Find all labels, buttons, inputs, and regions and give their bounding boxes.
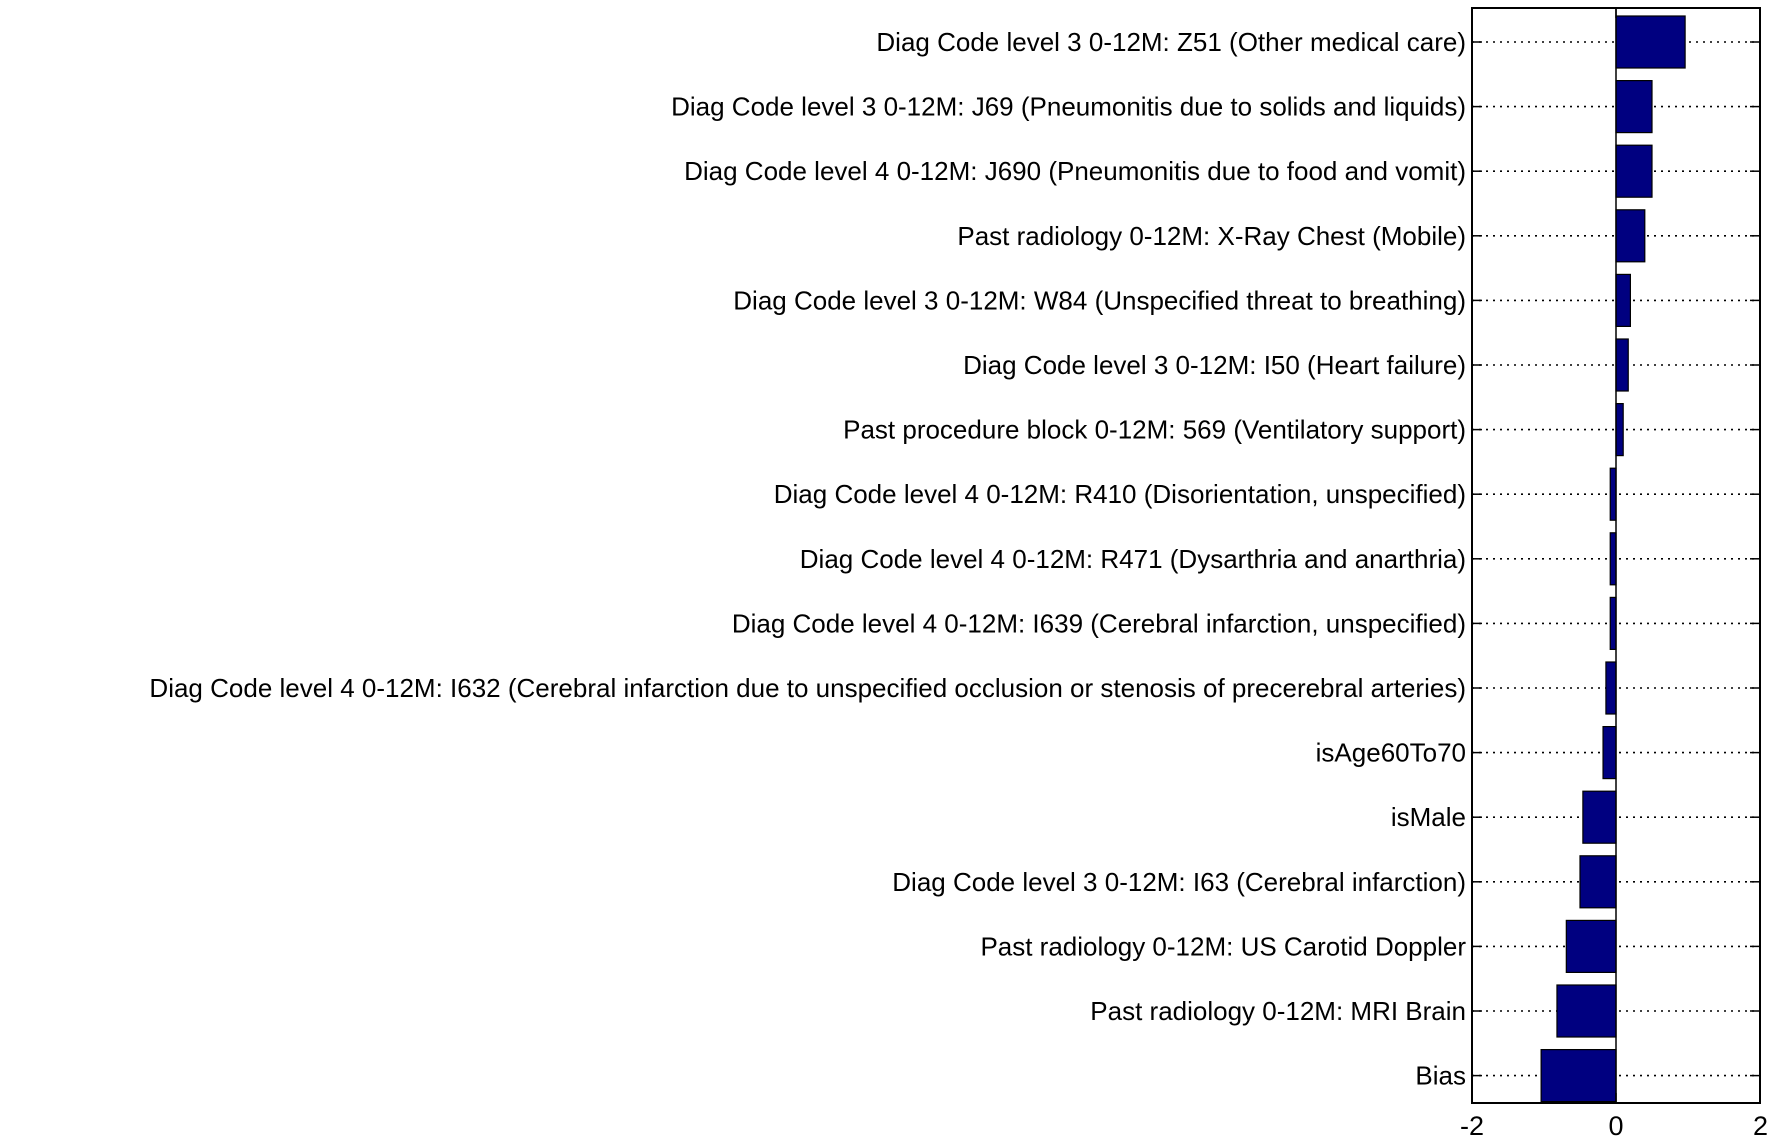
category-label: Diag Code level 4 0-12M: I632 (Cerebral infarction due to unspecified occlusion or stenosis of precerebral arteries) — [149, 673, 1466, 703]
category-label: Diag Code level 4 0-12M: J690 (Pneumonitis due to food and vomit) — [684, 156, 1466, 187]
category-label: Diag Code level 3 0-12M: J69 (Pneumonitis due to solids and liquids) — [671, 91, 1466, 122]
category-label: Diag Code level 3 0-12M: Z51 (Other medical care) — [876, 27, 1466, 57]
category-label: Past radiology 0-12M: X-Ray Chest (Mobile) — [957, 220, 1466, 251]
category-label: Diag Code level 4 0-12M: I639 (Cerebral infarction, unspecified) — [731, 608, 1466, 639]
category-label: Diag Code level 4 0-12M: R471 (Dysarthria and anarthria) — [799, 543, 1466, 574]
category-label: Past radiology 0-12M: US Carotid Doppler — [980, 931, 1466, 962]
x-tick-label: 0 — [1608, 1111, 1624, 1139]
bar — [1616, 339, 1628, 391]
category-label: Diag Code level 3 0-12M: W84 (Unspecified threat to breathing) — [733, 285, 1466, 316]
bar — [1580, 856, 1616, 908]
category-label: Diag Code level 3 0-12M: I50 (Heart failure) — [963, 350, 1466, 380]
bar — [1610, 468, 1616, 520]
category-label: Bias — [1415, 1060, 1466, 1091]
bar — [1541, 1050, 1616, 1102]
bar — [1566, 920, 1616, 972]
bar — [1616, 16, 1685, 68]
category-label: isMale — [1390, 802, 1466, 833]
bar — [1616, 274, 1630, 326]
bar — [1616, 210, 1645, 262]
x-tick-label: -2 — [1459, 1111, 1485, 1139]
bar — [1616, 145, 1652, 197]
bar — [1603, 727, 1616, 779]
category-label: Past radiology 0-12M: MRI Brain — [1090, 996, 1466, 1026]
bar — [1610, 597, 1616, 649]
category-label: Diag Code level 3 0-12M: I63 (Cerebral infarction) — [892, 866, 1466, 897]
category-label: Past procedure block 0-12M: 569 (Ventilatory support) — [843, 414, 1466, 445]
bar — [1610, 533, 1616, 585]
bar — [1616, 81, 1652, 133]
bar — [1616, 404, 1623, 456]
bar — [1557, 985, 1616, 1037]
category-label: Diag Code level 4 0-12M: R410 (Disorientation, unspecified) — [773, 479, 1466, 510]
x-tick-label: 2 — [1752, 1111, 1768, 1139]
category-label: isAge60To70 — [1315, 737, 1466, 768]
bar — [1606, 662, 1616, 714]
bar — [1583, 791, 1616, 843]
